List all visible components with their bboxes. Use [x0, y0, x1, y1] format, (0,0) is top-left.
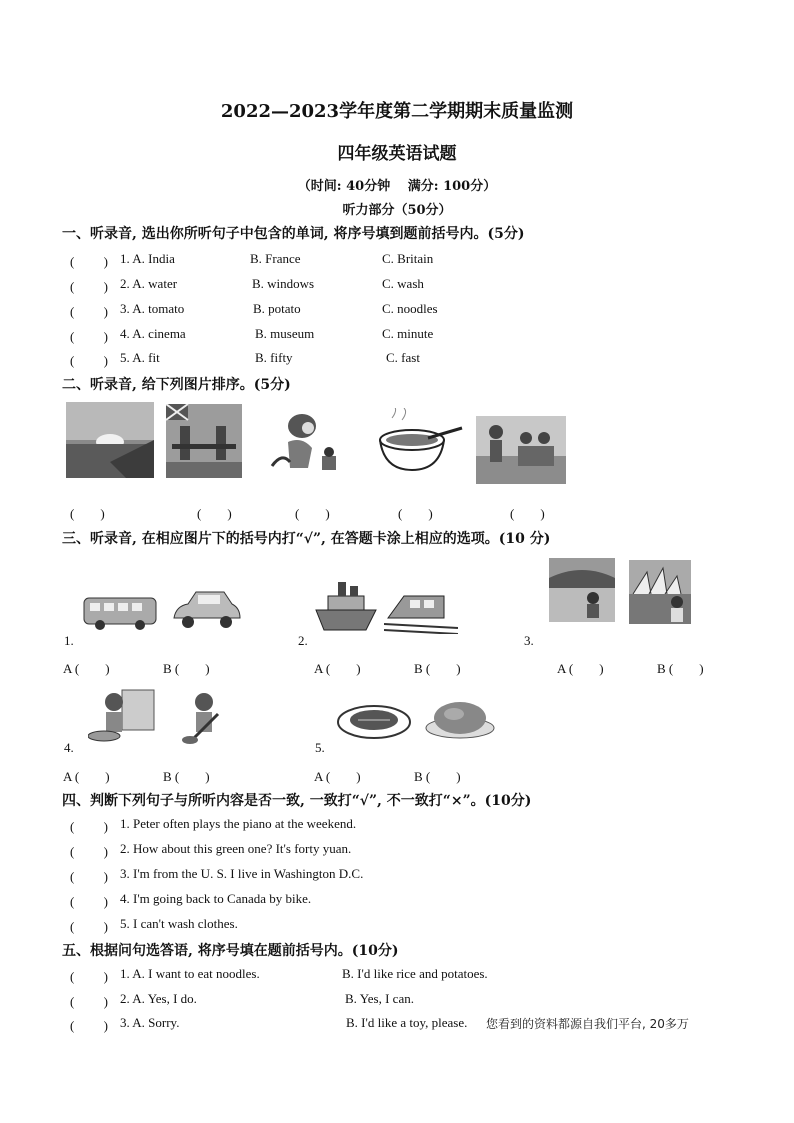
s5-item-3-a: 3. A. Sorry. [120, 1015, 180, 1030]
answer-bracket[interactable]: ( ) [70, 994, 108, 1009]
s1-item-3-c: C. noodles [382, 301, 438, 316]
answer-bracket[interactable]: ( ) [70, 894, 108, 909]
s4-item-1: 1. Peter often plays the piano at the weekend. [120, 816, 357, 831]
s3-q5-option-a[interactable]: A ( ) [314, 769, 361, 784]
answer-bracket[interactable]: ( ) [70, 844, 108, 859]
fish-dish-image [336, 696, 412, 742]
s3-q2-option-b[interactable]: B ( ) [414, 661, 461, 676]
s1-item-3-b: B. potato [253, 301, 301, 316]
s3-q1-number: 1. [64, 633, 74, 648]
bowl-of-soup-image [372, 408, 464, 478]
s1-item-1-c: C. Britain [382, 251, 434, 266]
s5-item-1-a: 1. A. I want to eat noodles. [120, 966, 260, 981]
answer-bracket[interactable]: ( ) [70, 329, 108, 344]
order-bracket-1[interactable]: ( ) [70, 506, 105, 521]
order-bracket-5[interactable]: ( ) [510, 506, 545, 521]
section5-heading: 五、根据问句选答语, 将序号填在题前括号内。(10分) [62, 943, 399, 959]
s3-q2-option-a[interactable]: A ( ) [314, 661, 361, 676]
s3-q3-number: 3. [524, 633, 534, 648]
tower-bridge-photo [166, 404, 242, 478]
s1-item-3-a: 3. A. tomato [120, 301, 185, 316]
answer-bracket[interactable]: ( ) [70, 919, 108, 934]
listening-part-label: 听力部分（50分） [342, 203, 452, 218]
answer-bracket[interactable]: ( ) [70, 353, 108, 368]
section2-heading: 二、听录音, 给下列图片排序。(5分) [62, 377, 291, 393]
s3-q3-option-a[interactable]: A ( ) [557, 661, 604, 676]
s1-item-4-c: C. minute [382, 326, 434, 341]
s4-item-3: 3. I'm from the U. S. I live in Washington D.C. [120, 866, 364, 881]
s5-item-2-b: B. Yes, I can. [345, 991, 414, 1006]
s1-item-5-c: C. fast [386, 350, 420, 365]
exam-info: （时间: 40分钟 满分: 100分） [297, 179, 497, 194]
answer-bracket[interactable]: ( ) [70, 869, 108, 884]
s1-item-4-a: 4. A. cinema [120, 326, 186, 341]
answer-bracket[interactable]: ( ) [70, 304, 108, 319]
watermark-text: 您看到的资料都源自我们平台, 20多万 [486, 1017, 689, 1031]
roast-chicken-image [424, 694, 496, 742]
section1-heading: 一、听录音, 选出你所听句子中包含的单词, 将序号填到题前括号内。(5分) [62, 226, 525, 242]
opera-house-girl-photo [629, 560, 691, 624]
answer-bracket[interactable]: ( ) [70, 1018, 108, 1033]
s3-q5-option-b[interactable]: B ( ) [414, 769, 461, 784]
s4-item-2: 2. How about this green one? It's forty yuan. [120, 841, 352, 856]
s3-q3-option-b[interactable]: B ( ) [657, 661, 704, 676]
s4-item-4: 4. I'm going back to Canada by bike. [120, 891, 312, 906]
answer-bracket[interactable]: ( ) [70, 254, 108, 269]
s3-q5-number: 5. [315, 740, 325, 755]
section4-heading: 四、判断下列句子与所听内容是否一致, 一致打“√”, 不一致打“×”。(10分) [62, 793, 532, 809]
s3-q4-number: 4. [64, 740, 74, 755]
s1-item-5-b: B. fifty [255, 350, 293, 365]
s1-item-2-b: B. windows [252, 276, 315, 291]
section3-heading: 三、听录音, 在相应图片下的括号内打“√”, 在答题卡涂上相应的选项。(10 分) [62, 531, 551, 547]
city-boy-photo [549, 558, 615, 622]
ship-image [314, 576, 378, 634]
s3-q1-option-b[interactable]: B ( ) [163, 661, 210, 676]
s1-item-2-c: C. wash [382, 276, 424, 291]
s5-item-2-a: 2. A. Yes, I do. [120, 991, 197, 1006]
s1-item-2-a: 2. A. water [120, 276, 178, 291]
bus-image [82, 594, 158, 632]
s1-item-5-a: 5. A. fit [120, 350, 160, 365]
train-image [384, 588, 458, 634]
answer-bracket[interactable]: ( ) [70, 969, 108, 984]
order-bracket-3[interactable]: ( ) [295, 506, 330, 521]
s3-q4-option-b[interactable]: B ( ) [163, 769, 210, 784]
s1-item-4-b: B. museum [255, 326, 315, 341]
family-on-sofa-image [476, 416, 566, 484]
s5-item-3-b: B. I'd like a toy, please. [346, 1015, 468, 1030]
exam-title: 2022—2023学年度第二学期期末质量监测 [220, 101, 574, 122]
s3-q4-option-a[interactable]: A ( ) [63, 769, 110, 784]
washing-clothes-image [88, 688, 158, 744]
s5-item-1-b: B. I'd like rice and potatoes. [342, 966, 488, 981]
answer-bracket[interactable]: ( ) [70, 819, 108, 834]
answer-bracket[interactable]: ( ) [70, 279, 108, 294]
s3-q1-option-a[interactable]: A ( ) [63, 661, 110, 676]
s4-item-5: 5. I can't wash clothes. [120, 916, 238, 931]
exam-subtitle: 四年级英语试题 [337, 144, 457, 164]
sunset-city-photo [66, 402, 154, 478]
s1-item-1-a: 1. A. India [120, 251, 175, 266]
s1-item-1-b: B. France [250, 251, 301, 266]
sweeping-floor-image [178, 690, 238, 746]
order-bracket-2[interactable]: ( ) [197, 506, 232, 521]
s3-q2-number: 2. [298, 633, 308, 648]
cartoon-watering-plant-image [268, 408, 352, 480]
car-image [170, 588, 242, 634]
order-bracket-4[interactable]: ( ) [398, 506, 433, 521]
